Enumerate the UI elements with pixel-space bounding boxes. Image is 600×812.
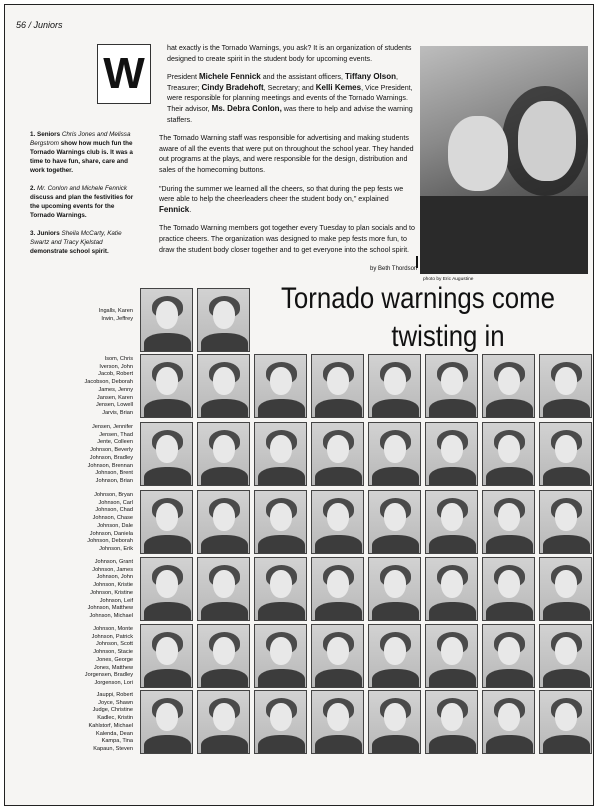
student-portrait bbox=[197, 490, 250, 554]
student-portrait bbox=[197, 557, 250, 621]
paragraph-4: "During the summer we learned all the cheers, so that during the pep fests we were able to help the cheerleaders cheer the student body on," explained Fennick. bbox=[159, 184, 404, 214]
student-name: Jones, Matthew bbox=[93, 664, 133, 671]
caption-3: 3. Juniors Sheila McCarty, Katie Swartz and Tracy Kjelstad demonstrate school spirit. bbox=[30, 230, 122, 255]
student-portrait bbox=[140, 624, 193, 688]
student-portrait bbox=[482, 624, 535, 688]
student-name: Judge, Christine bbox=[92, 707, 133, 714]
student-name: Johnson, Bryan bbox=[94, 492, 133, 498]
student-portrait bbox=[368, 557, 421, 621]
drop-cap: W bbox=[97, 44, 151, 104]
student-name: Jacob, Robert bbox=[98, 371, 133, 378]
student-portrait bbox=[425, 490, 478, 554]
student-name: Irwin, Jeffrey bbox=[101, 315, 133, 322]
student-portrait bbox=[197, 288, 250, 352]
student-portrait bbox=[482, 422, 535, 486]
article-body bbox=[159, 43, 419, 263]
student-portrait bbox=[197, 690, 250, 754]
student-name: Johnson, Kristine bbox=[90, 589, 133, 596]
student-name: Jansen, Karen bbox=[96, 394, 133, 401]
student-name: Johnson, Erik bbox=[99, 545, 133, 552]
student-portrait bbox=[254, 490, 307, 554]
student-name: Jorgenson, Lori bbox=[94, 679, 133, 686]
student-portrait bbox=[482, 490, 535, 554]
caption-2: 2. Mr. Conlon and Michele Fennick discuss and plan the festivities for the upcoming events for the Tornado Warnings. bbox=[30, 185, 134, 219]
student-name: Kampa, Tina bbox=[101, 738, 133, 745]
student-name: James, Jenny bbox=[98, 386, 133, 393]
row-names bbox=[33, 626, 133, 688]
student-name: Johnson, Beverly bbox=[90, 447, 133, 454]
student-name: Jauppi, Robert bbox=[96, 692, 133, 698]
student-portrait bbox=[254, 557, 307, 621]
headline-line-2: twisting in bbox=[391, 320, 505, 353]
student-portrait bbox=[539, 422, 592, 486]
row-names bbox=[33, 424, 133, 486]
student-name: Jarvis, Brian bbox=[102, 409, 133, 416]
student-portrait bbox=[368, 422, 421, 486]
student-portrait bbox=[254, 422, 307, 486]
student-name: Johnson, Brent bbox=[95, 470, 133, 477]
student-portrait bbox=[368, 690, 421, 754]
student-name: Johnson, Carl bbox=[98, 499, 133, 506]
student-name: Johnson, Monte bbox=[93, 626, 133, 632]
student-portrait bbox=[311, 354, 364, 418]
headline-line-1: Tornado warnings come bbox=[281, 282, 555, 315]
student-name: Jente, Colleen bbox=[97, 439, 133, 446]
student-name: Johnson, Scott bbox=[95, 641, 133, 648]
student-name: Johnson, Kristie bbox=[93, 582, 133, 589]
student-name: Johnson, Leif bbox=[99, 597, 133, 604]
feature-photo bbox=[420, 46, 588, 274]
student-name: Kadlec, Kristin bbox=[97, 715, 133, 722]
student-name: Jones, George bbox=[96, 656, 133, 663]
student-portrait bbox=[539, 690, 592, 754]
student-name: Kapaun, Steven bbox=[93, 745, 133, 752]
student-name: Jensen, Jennifer bbox=[91, 424, 133, 430]
student-portrait bbox=[140, 288, 193, 352]
student-portrait bbox=[140, 557, 193, 621]
student-name: Kalenda, Dean bbox=[95, 730, 133, 737]
student-name: Jensen, Thad bbox=[99, 431, 133, 438]
student-name: Ingalls, Karen bbox=[98, 308, 133, 314]
student-name: Jensen, Lowell bbox=[95, 402, 133, 409]
student-name: Jorgensen, Bradley bbox=[84, 672, 133, 679]
student-portrait bbox=[140, 354, 193, 418]
student-portrait bbox=[425, 557, 478, 621]
paragraph-3: The Tornado Warning staff was responsible for advertising and making students aware of all the events that were put on throughout the school year. They handed out programs at the plays, and were responsible for the design, distribution and sales of the homecoming buttons. bbox=[159, 134, 414, 174]
student-portrait bbox=[197, 354, 250, 418]
student-name: Iverson, John bbox=[99, 363, 133, 370]
student-portrait bbox=[197, 624, 250, 688]
student-name: Isom, Chris bbox=[104, 356, 133, 362]
paragraph-1: hat exactly is the Tornado Warnings, you ask? It is an organization of students designed to create spirit in the student body for upcoming events. bbox=[167, 44, 412, 63]
student-name: Johnson, Matthew bbox=[87, 605, 133, 612]
student-portrait bbox=[254, 690, 307, 754]
page-header: 56 / Juniors bbox=[16, 20, 63, 30]
student-name: Johnson, John bbox=[96, 574, 133, 581]
student-name: Johnson, Patrick bbox=[91, 633, 133, 640]
student-name: Joyce, Shawn bbox=[98, 699, 133, 706]
student-portrait bbox=[482, 690, 535, 754]
student-name: Johnson, Daniela bbox=[89, 530, 133, 537]
photo-credit: photo by Eric Augustine bbox=[423, 277, 474, 282]
student-name: Johnson, Chase bbox=[92, 515, 133, 522]
row-names bbox=[33, 492, 133, 554]
student-name: Johnson, Grant bbox=[94, 559, 133, 565]
student-portrait bbox=[425, 354, 478, 418]
student-name: Jacobson, Deborah bbox=[84, 379, 133, 386]
student-name: Johnson, Dale bbox=[97, 522, 133, 529]
student-portrait bbox=[539, 557, 592, 621]
student-portrait bbox=[425, 690, 478, 754]
paragraph-5: The Tornado Warning members got together every Tuesday to plan socials and to practice cheers. The organization was designed to make pep fests more fun, to draw the student body closer together and to get everyone into the school spirit. bbox=[159, 224, 415, 254]
student-name: Johnson, James bbox=[92, 566, 133, 573]
student-portrait bbox=[254, 624, 307, 688]
student-portrait bbox=[254, 354, 307, 418]
student-portrait bbox=[311, 490, 364, 554]
student-name: Johnson, Brian bbox=[95, 477, 133, 484]
student-portrait bbox=[539, 354, 592, 418]
student-name: Johnson, Deborah bbox=[87, 538, 133, 545]
student-name: Johnson, Chad bbox=[95, 507, 133, 514]
student-portrait bbox=[311, 624, 364, 688]
student-portrait bbox=[425, 624, 478, 688]
student-portrait bbox=[539, 490, 592, 554]
headline bbox=[248, 280, 588, 356]
student-name: Johnson, Michael bbox=[89, 612, 133, 619]
student-portrait bbox=[368, 624, 421, 688]
student-portrait bbox=[425, 422, 478, 486]
student-name: Johnson, Bradley bbox=[89, 454, 133, 461]
student-name: Johnson, Stacie bbox=[93, 649, 133, 656]
caption-1: 1. Seniors Chris Jones and Melissa Bergstrom show how much fun the Tornado Warnings club is. It was a time to have fun, share, care and work together. bbox=[30, 131, 133, 174]
student-portrait bbox=[482, 557, 535, 621]
student-portrait bbox=[311, 557, 364, 621]
student-portrait bbox=[311, 690, 364, 754]
row-names bbox=[33, 692, 133, 754]
student-portrait bbox=[368, 354, 421, 418]
row-names bbox=[33, 356, 133, 418]
student-portrait bbox=[140, 422, 193, 486]
student-name: Johnson, Brennan bbox=[87, 462, 133, 469]
student-portrait bbox=[197, 422, 250, 486]
byline: by Beth Thordson bbox=[370, 266, 418, 272]
photo-captions bbox=[30, 130, 135, 265]
row-names bbox=[33, 308, 133, 323]
paragraph-2: President Michele Fennick and the assistant officers, Tiffany Olson, Treasurer; Cindy Bradehoft, Secretary; and Kelli Kemes, Vice President, were responsible for planning meetings and events of the Tornado Warnings. Their advisor, Ms. Debra Conlon, was there to help and advise the warning staffers. bbox=[167, 72, 413, 124]
student-portrait bbox=[311, 422, 364, 486]
student-portrait bbox=[368, 490, 421, 554]
row-names bbox=[33, 559, 133, 621]
student-name: Kahlstorf, Michael bbox=[88, 722, 133, 729]
student-portrait bbox=[482, 354, 535, 418]
student-portrait bbox=[539, 624, 592, 688]
student-portrait bbox=[140, 490, 193, 554]
student-portrait bbox=[140, 690, 193, 754]
